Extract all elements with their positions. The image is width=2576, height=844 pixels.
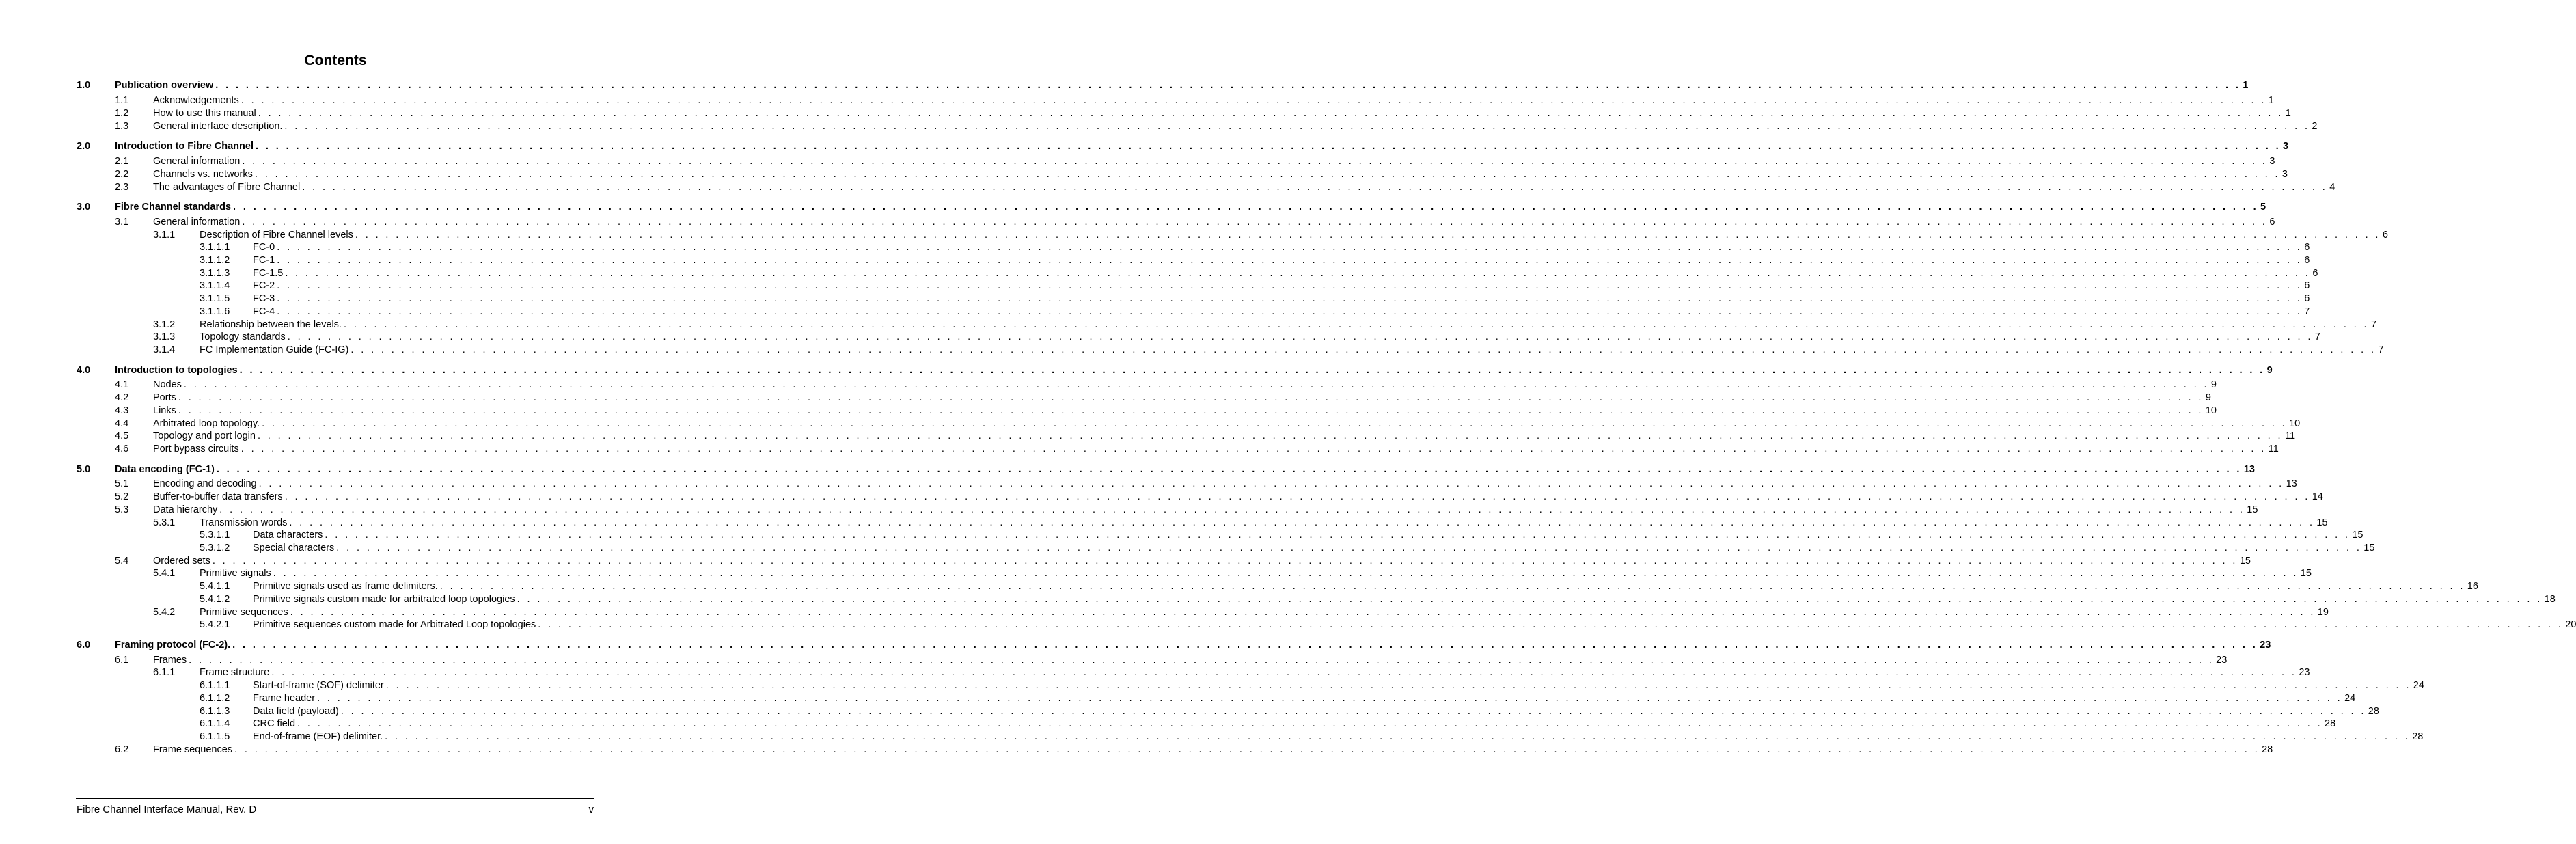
toc-entry-number: 6.2 bbox=[115, 744, 129, 755]
toc-entry[interactable] bbox=[0, 443, 2279, 455]
toc-entry-number: 6.0 bbox=[77, 640, 91, 651]
toc-entry-page: 11 bbox=[2284, 431, 2296, 441]
toc-entry[interactable] bbox=[0, 618, 2576, 631]
toc-dot-leader: . . . . . . . . . . . . . . . . . . . . . . . . . . . . . . . . . . . . . . . . . . . . . . . . . . . . . . . . . . . . . . . . . . . . . . . . . . . . . . . . . . . . . . . . . . . . . . . . . . . . . . . . . . . . . . . . . . . . . . . . . . . . . . . . . . . . . . . . . . . . . . . . . . . . . . . . . . . . . . . . . . . . . . . . . . . . . . . . . . . . . . . . . . . . . . . . . . . . . . . . bbox=[340, 706, 2366, 717]
toc-dot-leader: . . . . . . . . . . . . . . . . . . . . . . . . . . . . . . . . . . . . . . . . . . . . . . . . . . . . . . . . . . . . . . . . . . . . . . . . . . . . . . . . . . . . . . . . . . . . . . . . . . . . . . . . . . . . . . . . . . . . . . . . . . . . . . . . . . . . . . . . . . . . . . . . . . . . . . . . . . . . . . . . . . . . . . . . . . . . . . . . . . . . . . . . . . . . . . . . . . . . . . . . bbox=[241, 95, 2266, 106]
toc-entry-page: 15 bbox=[2239, 556, 2251, 567]
toc-entry-page: 28 bbox=[2412, 731, 2424, 742]
toc-entry-page: 6 bbox=[2382, 230, 2388, 241]
toc-dot-leader: . . . . . . . . . . . . . . . . . . . . . . . . . . . . . . . . . . . . . . . . . . . . . . . . . . . . . . . . . . . . . . . . . . . . . . . . . . . . . . . . . . . . . . . . . . . . . . . . . . . . . . . . . . . . . . . . . . . . . . . . . . . . . . . . . . . . . . . . . . . . . . . . . . . . . . . . . . . . . . . . . . . . . . . . . . . . . . . . . . . . . . . . . . . . . . . . . . . . . . . . bbox=[242, 156, 2268, 167]
toc-dot-leader: . . . . . . . . . . . . . . . . . . . . . . . . . . . . . . . . . . . . . . . . . . . . . . . . . . . . . . . . . . . . . . . . . . . . . . . . . . . . . . . . . . . . . . . . . . . . . . . . . . . . . . . . . . . . . . . . . . . . . . . . . . . . . . . . . . . . . . . . . . . . . . . . . . . . . . . . . . . . . . . . . . . . . . . . . . . . . . . . . . . . . . . . . . . . . . . . . . . . . . . . bbox=[189, 655, 2215, 666]
toc-dot-leader: . . . . . . . . . . . . . . . . . . . . . . . . . . . . . . . . . . . . . . . . . . . . . . . . . . . . . . . . . . . . . . . . . . . . . . . . . . . . . . . . . . . . . . . . . . . . . . . . . . . . . . . . . . . . . . . . . . . . . . . . . . . . . . . . . . . . . . . . . . . . . . . . . . . . . . . . . . . . . . . . . . . . . . . . . . . . . . . . . . . . . . . . . . . . . . . . . . . . . . . . bbox=[290, 607, 2316, 618]
toc-entry-title: Introduction to topologies bbox=[115, 365, 238, 376]
toc-entry-page: 14 bbox=[2312, 491, 2323, 502]
toc-entry-number: 5.3.1.1 bbox=[200, 530, 230, 541]
toc-entry-number: 5.4.2.1 bbox=[200, 619, 230, 630]
toc-entry-page: 6 bbox=[2304, 280, 2310, 291]
toc-entry-title: Introduction to Fibre Channel bbox=[115, 141, 254, 152]
toc-dot-leader: . . . . . . . . . . . . . . . . . . . . . . . . . . . . . . . . . . . . . . . . . . . . . . . . . . . . . . . . . . . . . . . . . . . . . . . . . . . . . . . . . . . . . . . . . . . . . . . . . . . . . . . . . . . . . . . . . . . . . . . . . . . . . . . . . . . . . . . . . . . . . . . . . . . . . . . . . . . . . . . . . . . . . . . . . . . . . . . . . . . . . . . . . . . . . . . . . . . . . . . . bbox=[178, 405, 2204, 416]
toc-entry-number: 1.0 bbox=[77, 80, 91, 91]
toc-dot-leader: . . . . . . . . . . . . . . . . . . . . . . . . . . . . . . . . . . . . . . . . . . . . . . . . . . . . . . . . . . . . . . . . . . . . . . . . . . . . . . . . . . . . . . . . . . . . . . . . . . . . . . . . . . . . . . . . . . . . . . . . . . . . . . . . . . . . . . . . . . . . . . . . . . . . . . . . . . . . . . . . . . . . . . . . . . . . . . . . . . . . . . . . . . . . . . . . . . . . . . . . bbox=[258, 478, 2284, 489]
toc-dot-leader: . . . . . . . . . . . . . . . . . . . . . . . . . . . . . . . . . . . . . . . . . . . . . . . . . . . . . . . . . . . . . . . . . . . . . . . . . . . . . . . . . . . . . . . . . . . . . . . . . . . . . . . . . . . . . . . . . . . . . . . . . . . . . . . . . . . . . . . . . . . . . . . . . . . . . . . . . . . . . . . . . . . . . . . . . . . . . . . . . . . . . . . . . . . . . . . . . . . . . . . . bbox=[317, 693, 2343, 704]
footer-divider bbox=[76, 798, 594, 799]
toc-entry-page: 4 bbox=[2329, 182, 2335, 193]
toc-dot-leader: . . . . . . . . . . . . . . . . . . . . . . . . . . . . . . . . . . . . . . . . . . . . . . . . . . . . . . . . . . . . . . . . . . . . . . . . . . . . . . . . . . . . . . . . . . . . . . . . . . . . . . . . . . . . . . . . . . . . . . . . . . . . . . . . . . . . . . . . . . . . . . . . . . . . . . . . . . . . . . . . . . . . . . . . . . . . . . . . . . . . . . . . . . . . . . . . . . . . . . . . bbox=[178, 392, 2204, 403]
toc-entry-title: FC-1.5 bbox=[253, 268, 284, 279]
toc-entry-page: 1 bbox=[2285, 108, 2291, 119]
toc-entry-page: 3 bbox=[2283, 141, 2289, 152]
toc-entry[interactable] bbox=[0, 517, 2328, 529]
toc-entry-number: 5.4 bbox=[115, 556, 129, 567]
toc-entry-title: Publication overview bbox=[115, 80, 214, 91]
toc-entry[interactable] bbox=[0, 280, 2310, 292]
toc-dot-leader: . . . . . . . . . . . . . . . . . . . . . . . . . . . . . . . . . . . . . . . . . . . . . . . . . . . . . . . . . . . . . . . . . . . . . . . . . . . . . . . . . . . . . . . . . . . . . . . . . . . . . . . . . . . . . . . . . . . . . . . . . . . . . . . . . . . . . . . . . . . . . . . . . . . . . . . . . . . . . . . . . . . . . . . . . . . . . . . . . . . . . . . . . . . . . . . . . . . . . . . . bbox=[538, 619, 2564, 630]
toc-entry-page: 9 bbox=[2266, 365, 2273, 376]
toc-dot-leader: . . . . . . . . . . . . . . . . . . . . . . . . . . . . . . . . . . . . . . . . . . . . . . . . . . . . . . . . . . . . . . . . . . . . . . . . . . . . . . . . . . . . . . . . . . . . . . . . . . . . . . . . . . . . . . . . . . . . . . . . . . . . . . . . . . . . . . . . . . . . . . . . . . . . . . . . . . . . . . . . . . . . . . . . . . . . . . . . . . . . . . . . . . . . . . . . . . . . . . . . bbox=[277, 255, 2303, 266]
toc-entry-page: 7 bbox=[2314, 331, 2320, 342]
toc-entry-number: 2.1 bbox=[115, 156, 129, 167]
toc-entry[interactable] bbox=[0, 392, 2211, 404]
toc-entry[interactable] bbox=[0, 430, 2296, 442]
toc-entry-number: 2.3 bbox=[115, 182, 129, 193]
toc-entry[interactable] bbox=[0, 292, 2310, 305]
toc-entry-number: 5.4.1.1 bbox=[200, 581, 230, 592]
toc-dot-leader: . . . . . . . . . . . . . . . . . . . . . . . . . . . . . . . . . . . . . . . . . . . . . . . . . . . . . . . . . . . . . . . . . . . . . . . . . . . . . . . . . . . . . . . . . . . . . . . . . . . . . . . . . . . . . . . . . . . . . . . . . . . . . . . . . . . . . . . . . . . . . . . . . . . . . . . . . . . . . . . . . . . . . . . . . . . . . . . . . . . . . . . . . . . . . . . . . . . . . . . . bbox=[351, 344, 2376, 355]
toc-entry[interactable] bbox=[0, 418, 2301, 430]
toc-entry-title: FC-3 bbox=[253, 293, 275, 304]
toc-entry[interactable] bbox=[0, 666, 2310, 679]
toc-entry-title: Arbitrated loop topology. bbox=[153, 418, 260, 429]
toc-entry-number: 5.1 bbox=[115, 478, 129, 489]
toc-entry[interactable] bbox=[0, 181, 2335, 193]
toc-entry-title: Primitive signals custom made for arbitrated loop topologies bbox=[253, 594, 515, 605]
toc-entry-title: General information bbox=[153, 156, 241, 167]
toc-entry-number: 6.1 bbox=[115, 655, 129, 666]
toc-entry-page: 28 bbox=[2368, 706, 2379, 717]
toc-entry-page: 7 bbox=[2304, 306, 2310, 317]
toc-entry-number: 4.1 bbox=[115, 379, 129, 390]
toc-entry[interactable] bbox=[0, 478, 2297, 490]
toc-entry[interactable] bbox=[0, 331, 2320, 343]
toc-entry-page: 7 bbox=[2370, 319, 2377, 330]
toc-entry-number: 4.2 bbox=[115, 392, 129, 403]
toc-entry-page: 6 bbox=[2304, 293, 2310, 304]
toc-entry-page: 2 bbox=[2312, 121, 2318, 132]
toc-entry-page: 3 bbox=[2269, 156, 2275, 167]
toc-dot-leader: . . . . . . . . . . . . . . . . . . . . . . . . . . . . . . . . . . . . . . . . . . . . . . . . . . . . . . . . . . . . . . . . . . . . . . . . . . . . . . . . . . . . . . . . . . . . . . . . . . . . . . . . . . . . . . . . . . . . . . . . . . . . . . . . . . . . . . . . . . . . . . . . . . . . . . . . . . . . . . . . . . . . . . . . . . . . . . . . . . . . . . . . . . . . . . . . . . . . . . . . bbox=[385, 731, 2411, 742]
footer-page-number: v bbox=[588, 804, 594, 815]
toc-entry-title: Frame sequences bbox=[153, 744, 233, 755]
toc-entry-number: 4.0 bbox=[77, 365, 91, 376]
toc-entry-title: Primitive signals bbox=[200, 568, 271, 579]
toc-dot-leader: . . . . . . . . . . . . . . . . . . . . . . . . . . . . . . . . . . . . . . . . . . . . . . . . . . . . . . . . . . . . . . . . . . . . . . . . . . . . . . . . . . . . . . . . . . . . . . . . . . . . . . . . . . . . . . . . . . . . . . . . . . . . . . . . . . . . . . . . . . . . . . . . . . . . . . . . . . . . . . . . . . . . . . . . . . . . . . . . . . . . . . . . . . . . . . . . . . . . . . . . bbox=[262, 418, 2288, 429]
toc-dot-leader: . . . . . . . . . . . . . . . . . . . . . . . . . . . . . . . . . . . . . . . . . . . . . . . . . . . . . . . . . . . . . . . . . . . . . . . . . . . . . . . . . . . . . . . . . . . . . . . . . . . . . . . . . . . . . . . . . . . . . . . . . . . . . . . . . . . . . . . . . . . . . . . . . . . . . . . . . . . . . . . . . . . . . . . . . . . . . . . . . . . . . . . . . . . . . . . . . . . . . . . . bbox=[289, 517, 2315, 528]
toc-entry-title: Frame header bbox=[253, 693, 316, 704]
toc-entry-number: 3.1.1.4 bbox=[200, 280, 230, 291]
toc-entry-page: 15 bbox=[2247, 504, 2258, 515]
toc-entry[interactable] bbox=[0, 718, 2336, 730]
toc-entry[interactable] bbox=[0, 744, 2273, 756]
toc-entry[interactable] bbox=[0, 679, 2424, 692]
toc-dot-leader: . . . . . . . . . . . . . . . . . . . . . . . . . . . . . . . . . . . . . . . . . . . . . . . . . . . . . . . . . . . . . . . . . . . . . . . . . . . . . . . . . . . . . . . . . . . . . . . . . . . . . . . . . . . . . . . . . . . . . . . . . . . . . . . . . . . . . . . . . . . . . . . . . . . . . . . . . . . . . . . . . . . . . . . . . . . . . . . . . . . . . . . . . . . . . . . . . . . . . . . . bbox=[336, 543, 2362, 554]
toc-entry-page: 24 bbox=[2344, 693, 2356, 704]
toc-entry[interactable] bbox=[0, 606, 2329, 618]
toc-entry[interactable] bbox=[0, 107, 2291, 120]
toc-entry-number: 1.2 bbox=[115, 108, 129, 119]
toc-dot-leader: . . . . . . . . . . . . . . . . . . . . . . . . . . . . . . . . . . . . . . . . . . . . . . . . . . . . . . . . . . . . . . . . . . . . . . . . . . . . . . . . . . . . . . . . . . . . . . . . . . . . . . . . . . . . . . . . . . . . . . . . . . . . . . . . . . . . . . . . . . . . . . . . . . . . . . . . . . . . . . . . . . . . . . . . . . . . . . . . . . . . . . . . . . . . . . . . . . . . . . . . bbox=[254, 169, 2280, 180]
toc-dot-leader: . . . . . . . . . . . . . . . . . . . . . . . . . . . . . . . . . . . . . . . . . . . . . . . . . . . . . . . . . . . . . . . . . . . . . . . . . . . . . . . . . . . . . . . . . . . . . . . . . . . . . . . . . . . . . . . . . . . . . . . . . . . . . . . . . . . . . . . . . . . . . . . . . . . . . . . . . . . . . . . . . . . . . . . . . . . . . . . . . . . . . . . . . . . . . . . . . . . . . . . . bbox=[256, 141, 2281, 152]
toc-entry-title: The advantages of Fibre Channel bbox=[153, 182, 301, 193]
toc-dot-leader: . . . . . . . . . . . . . . . . . . . . . . . . . . . . . . . . . . . . . . . . . . . . . . . . . . . . . . . . . . . . . . . . . . . . . . . . . . . . . . . . . . . . . . . . . . . . . . . . . . . . . . . . . . . . . . . . . . . . . . . . . . . . . . . . . . . . . . . . . . . . . . . . . . . . . . . . . . . . . . . . . . . . . . . . . . . . . . . . . . . . . . . . . . . . . . . . . . . . . . . . bbox=[325, 530, 2351, 541]
toc-entry-page: 28 bbox=[2262, 744, 2273, 755]
toc-entry-title: General information bbox=[153, 217, 241, 228]
toc-entry[interactable] bbox=[0, 140, 2289, 152]
toc-entry[interactable] bbox=[0, 120, 2318, 133]
toc-entry-number: 5.2 bbox=[115, 491, 129, 502]
toc-entry-page: 20 bbox=[2565, 619, 2576, 630]
toc-entry[interactable] bbox=[0, 364, 2273, 377]
toc-dot-leader: . . . . . . . . . . . . . . . . . . . . . . . . . . . . . . . . . . . . . . . . . . . . . . . . . . . . . . . . . . . . . . . . . . . . . . . . . . . . . . . . . . . . . . . . . . . . . . . . . . . . . . . . . . . . . . . . . . . . . . . . . . . . . . . . . . . . . . . . . . . . . . . . . . . . . . . . . . . . . . . . . . . . . . . . . . . . . . . . . . . . . . . . . . . . . . . . . . . . . . . . bbox=[343, 319, 2369, 330]
toc-entry-number: 5.3.1.2 bbox=[200, 543, 230, 554]
toc-entry-title: Transmission words bbox=[200, 517, 288, 528]
toc-entry-page: 15 bbox=[2316, 517, 2328, 528]
toc-dot-leader: . . . . . . . . . . . . . . . . . . . . . . . . . . . . . . . . . . . . . . . . . . . . . . . . . . . . . . . . . . . . . . . . . . . . . . . . . . . . . . . . . . . . . . . . . . . . . . . . . . . . . . . . . . . . . . . . . . . . . . . . . . . . . . . . . . . . . . . . . . . . . . . . . . . . . . . . . . . . . . . . . . . . . . . . . . . . . . . . . . . . . . . . . . . . . . . . . . . . . . . . bbox=[285, 268, 2311, 279]
toc-entry-number: 6.1.1.1 bbox=[200, 680, 230, 691]
toc-entry[interactable] bbox=[0, 529, 2363, 541]
toc-entry-title: CRC field bbox=[253, 718, 296, 729]
toc-dot-leader: . . . . . . . . . . . . . . . . . . . . . . . . . . . . . . . . . . . . . . . . . . . . . . . . . . . . . . . . . . . . . . . . . . . . . . . . . . . . . . . . . . . . . . . . . . . . . . . . . . . . . . . . . . . . . . . . . . . . . . . . . . . . . . . . . . . . . . . . . . . . . . . . . . . . . . . . . . . . . . . . . . . . . . . . . . . . . . . . . . . . . . . . . . . . . . . . . . . . . . . . bbox=[233, 202, 2259, 213]
toc-entry[interactable] bbox=[0, 94, 2274, 107]
toc-entry-number: 3.1.1.6 bbox=[200, 306, 230, 317]
toc-dot-leader: . . . . . . . . . . . . . . . . . . . . . . . . . . . . . . . . . . . . . . . . . . . . . . . . . . . . . . . . . . . . . . . . . . . . . . . . . . . . . . . . . . . . . . . . . . . . . . . . . . . . . . . . . . . . . . . . . . . . . . . . . . . . . . . . . . . . . . . . . . . . . . . . . . . . . . . . . . . . . . . . . . . . . . . . . . . . . . . . . . . . . . . . . . . . . . . . . . . . . . . . bbox=[439, 581, 2465, 592]
toc-entry-number: 3.1.2 bbox=[153, 319, 176, 330]
toc-entry[interactable] bbox=[0, 79, 2249, 92]
toc-dot-leader: . . . . . . . . . . . . . . . . . . . . . . . . . . . . . . . . . . . . . . . . . . . . . . . . . . . . . . . . . . . . . . . . . . . . . . . . . . . . . . . . . . . . . . . . . . . . . . . . . . . . . . . . . . . . . . . . . . . . . . . . . . . . . . . . . . . . . . . . . . . . . . . . . . . . . . . . . . . . . . . . . . . . . . . . . . . . . . . . . . . . . . . . . . . . . . . . . . . . . . . . bbox=[287, 331, 2313, 342]
toc-entry-number: 5.4.1.2 bbox=[200, 594, 230, 605]
toc-entry-title: Topology standards bbox=[200, 331, 286, 342]
toc-dot-leader: . . . . . . . . . . . . . . . . . . . . . . . . . . . . . . . . . . . . . . . . . . . . . . . . . . . . . . . . . . . . . . . . . . . . . . . . . . . . . . . . . . . . . . . . . . . . . . . . . . . . . . . . . . . . . . . . . . . . . . . . . . . . . . . . . . . . . . . . . . . . . . . . . . . . . . . . . . . . . . . . . . . . . . . . . . . . . . . . . . . . . . . . . . . . . . . . . . . . . . . . bbox=[297, 718, 2323, 729]
toc-entry[interactable] bbox=[0, 241, 2310, 254]
toc-entry-title: Channels vs. networks bbox=[153, 169, 253, 180]
toc-dot-leader: . . . . . . . . . . . . . . . . . . . . . . . . . . . . . . . . . . . . . . . . . . . . . . . . . . . . . . . . . . . . . . . . . . . . . . . . . . . . . . . . . . . . . . . . . . . . . . . . . . . . . . . . . . . . . . . . . . . . . . . . . . . . . . . . . . . . . . . . . . . . . . . . . . . . . . . . . . . . . . . . . . . . . . . . . . . . . . . . . . . . . . . . . . . . . . . . . . . . . . . . bbox=[284, 121, 2310, 132]
toc-entry-title: Acknowledgements bbox=[153, 95, 239, 106]
toc-entry[interactable] bbox=[0, 229, 2388, 241]
toc-entry-number: 6.1.1.3 bbox=[200, 706, 230, 717]
toc-dot-leader: . . . . . . . . . . . . . . . . . . . . . . . . . . . . . . . . . . . . . . . . . . . . . . . . . . . . . . . . . . . . . . . . . . . . . . . . . . . . . . . . . . . . . . . . . . . . . . . . . . . . . . . . . . . . . . . . . . . . . . . . . . . . . . . . . . . . . . . . . . . . . . . . . . . . . . . . . . . . . . . . . . . . . . . . . . . . . . . . . . . . . . . . . . . . . . . . . . . . . . . . bbox=[212, 556, 2238, 567]
toc-entry-title: FC-0 bbox=[253, 242, 275, 253]
toc-entry-page: 10 bbox=[2289, 418, 2301, 429]
toc-entry-title: Data hierarchy bbox=[153, 504, 218, 515]
toc-entry-number: 6.1.1.5 bbox=[200, 731, 230, 742]
footer-document-title: Fibre Channel Interface Manual, Rev. D bbox=[77, 804, 257, 815]
toc-entry-number: 2.0 bbox=[77, 141, 91, 152]
toc-entry[interactable] bbox=[0, 379, 2217, 391]
toc-entry[interactable] bbox=[0, 731, 2424, 743]
page-title: Contents bbox=[304, 53, 367, 68]
toc-entry-title: Data field (payload) bbox=[253, 706, 339, 717]
toc-entry-title: FC-4 bbox=[253, 306, 275, 317]
toc-entry-number: 3.1.4 bbox=[153, 344, 176, 355]
toc-dot-leader: . . . . . . . . . . . . . . . . . . . . . . . . . . . . . . . . . . . . . . . . . . . . . . . . . . . . . . . . . . . . . . . . . . . . . . . . . . . . . . . . . . . . . . . . . . . . . . . . . . . . . . . . . . . . . . . . . . . . . . . . . . . . . . . . . . . . . . . . . . . . . . . . . . . . . . . . . . . . . . . . . . . . . . . . . . . . . . . . . . . . . . . . . . . . . . . . . . . . . . . . bbox=[277, 242, 2303, 253]
toc-entry-title: Primitive signals used as frame delimiters. bbox=[253, 581, 438, 592]
toc-entry-title: Fibre Channel standards bbox=[115, 202, 232, 213]
toc-dot-leader: . . . . . . . . . . . . . . . . . . . . . . . . . . . . . . . . . . . . . . . . . . . . . . . . . . . . . . . . . . . . . . . . . . . . . . . . . . . . . . . . . . . . . . . . . . . . . . . . . . . . . . . . . . . . . . . . . . . . . . . . . . . . . . . . . . . . . . . . . . . . . . . . . . . . . . . . . . . . . . . . . . . . . . . . . . . . . . . . . . . . . . . . . . . . . . . . . . . . . . . . bbox=[271, 667, 2297, 678]
toc-entry-title: General interface description. bbox=[153, 121, 283, 132]
toc-entry-title: How to use this manual bbox=[153, 108, 256, 119]
toc-entry[interactable] bbox=[0, 305, 2310, 318]
toc-entry[interactable] bbox=[0, 567, 2312, 580]
toc-dot-leader: . . . . . . . . . . . . . . . . . . . . . . . . . . . . . . . . . . . . . . . . . . . . . . . . . . . . . . . . . . . . . . . . . . . . . . . . . . . . . . . . . . . . . . . . . . . . . . . . . . . . . . . . . . . . . . . . . . . . . . . . . . . . . . . . . . . . . . . . . . . . . . . . . . . . . . . . . . . . . . . . . . . . . . . . . . . . . . . . . . . . . . . . . . . . . . . . . . . . . . . . bbox=[239, 365, 2265, 376]
toc-entry-title: Start-of-frame (SOF) delimiter bbox=[253, 680, 384, 691]
toc-entry-title: Primitive sequences custom made for Arbitrated Loop topologies bbox=[253, 619, 536, 630]
toc-entry[interactable] bbox=[0, 405, 2217, 417]
toc-dot-leader: . . . . . . . . . . . . . . . . . . . . . . . . . . . . . . . . . . . . . . . . . . . . . . . . . . . . . . . . . . . . . . . . . . . . . . . . . . . . . . . . . . . . . . . . . . . . . . . . . . . . . . . . . . . . . . . . . . . . . . . . . . . . . . . . . . . . . . . . . . . . . . . . . . . . . . . . . . . . . . . . . . . . . . . . . . . . . . . . . . . . . . . . . . . . . . . . . . . . . . . . bbox=[277, 280, 2303, 291]
toc-dot-leader: . . . . . . . . . . . . . . . . . . . . . . . . . . . . . . . . . . . . . . . . . . . . . . . . . . . . . . . . . . . . . . . . . . . . . . . . . . . . . . . . . . . . . . . . . . . . . . . . . . . . . . . . . . . . . . . . . . . . . . . . . . . . . . . . . . . . . . . . . . . . . . . . . . . . . . . . . . . . . . . . . . . . . . . . . . . . . . . . . . . . . . . . . . . . . . . . . . . . . . . . bbox=[232, 640, 2258, 651]
toc-entry[interactable] bbox=[0, 168, 2288, 180]
toc-dot-leader: . . . . . . . . . . . . . . . . . . . . . . . . . . . . . . . . . . . . . . . . . . . . . . . . . . . . . . . . . . . . . . . . . . . . . . . . . . . . . . . . . . . . . . . . . . . . . . . . . . . . . . . . . . . . . . . . . . . . . . . . . . . . . . . . . . . . . . . . . . . . . . . . . . . . . . . . . . . . . . . . . . . . . . . . . . . . . . . . . . . . . . . . . . . . . . . . . . . . . . . . bbox=[183, 379, 2209, 390]
toc-entry-number: 1.1 bbox=[115, 95, 129, 106]
toc-entry[interactable] bbox=[0, 542, 2375, 554]
toc-entry[interactable] bbox=[0, 639, 2271, 651]
toc-entry-page: 24 bbox=[2413, 680, 2424, 691]
toc-entry-number: 6.1.1 bbox=[153, 667, 176, 678]
toc-dot-leader: . . . . . . . . . . . . . . . . . . . . . . . . . . . . . . . . . . . . . . . . . . . . . . . . . . . . . . . . . . . . . . . . . . . . . . . . . . . . . . . . . . . . . . . . . . . . . . . . . . . . . . . . . . . . . . . . . . . . . . . . . . . . . . . . . . . . . . . . . . . . . . . . . . . . . . . . . . . . . . . . . . . . . . . . . . . . . . . . . . . . . . . . . . . . . . . . . . . . . . . . bbox=[216, 464, 2242, 475]
toc-entry-title: Ordered sets bbox=[153, 556, 210, 567]
toc-dot-leader: . . . . . . . . . . . . . . . . . . . . . . . . . . . . . . . . . . . . . . . . . . . . . . . . . . . . . . . . . . . . . . . . . . . . . . . . . . . . . . . . . . . . . . . . . . . . . . . . . . . . . . . . . . . . . . . . . . . . . . . . . . . . . . . . . . . . . . . . . . . . . . . . . . . . . . . . . . . . . . . . . . . . . . . . . . . . . . . . . . . . . . . . . . . . . . . . . . . . . . . . bbox=[241, 444, 2266, 454]
toc-dot-leader: . . . . . . . . . . . . . . . . . . . . . . . . . . . . . . . . . . . . . . . . . . . . . . . . . . . . . . . . . . . . . . . . . . . . . . . . . . . . . . . . . . . . . . . . . . . . . . . . . . . . . . . . . . . . . . . . . . . . . . . . . . . . . . . . . . . . . . . . . . . . . . . . . . . . . . . . . . . . . . . . . . . . . . . . . . . . . . . . . . . . . . . . . . . . . . . . . . . . . . . . bbox=[277, 293, 2303, 304]
toc-entry-title: Primitive sequences bbox=[200, 607, 288, 618]
toc-entry-page: 6 bbox=[2312, 268, 2318, 279]
toc-entry[interactable] bbox=[0, 580, 2478, 593]
toc-entry-number: 3.1.3 bbox=[153, 331, 176, 342]
toc-dot-leader: . . . . . . . . . . . . . . . . . . . . . . . . . . . . . . . . . . . . . . . . . . . . . . . . . . . . . . . . . . . . . . . . . . . . . . . . . . . . . . . . . . . . . . . . . . . . . . . . . . . . . . . . . . . . . . . . . . . . . . . . . . . . . . . . . . . . . . . . . . . . . . . . . . . . . . . . . . . . . . . . . . . . . . . . . . . . . . . . . . . . . . . . . . . . . . . . . . . . . . . . bbox=[234, 744, 2260, 755]
toc-entry-page: 18 bbox=[2544, 594, 2556, 605]
toc-entry-page: 23 bbox=[2299, 667, 2310, 678]
toc-entry-title: Buffer-to-buffer data transfers bbox=[153, 491, 283, 502]
toc-dot-leader: . . . . . . . . . . . . . . . . . . . . . . . . . . . . . . . . . . . . . . . . . . . . . . . . . . . . . . . . . . . . . . . . . . . . . . . . . . . . . . . . . . . . . . . . . . . . . . . . . . . . . . . . . . . . . . . . . . . . . . . . . . . . . . . . . . . . . . . . . . . . . . . . . . . . . . . . . . . . . . . . . . . . . . . . . . . . . . . . . . . . . . . . . . . . . . . . . . . . . . . . bbox=[257, 431, 2283, 441]
toc-entry-number: 5.0 bbox=[77, 464, 91, 475]
toc-entry[interactable] bbox=[0, 463, 2255, 476]
toc-entry-title: End-of-frame (EOF) delimiter. bbox=[253, 731, 383, 742]
toc-entry[interactable] bbox=[0, 344, 2384, 356]
toc-entry[interactable] bbox=[0, 318, 2377, 331]
toc-dot-leader: . . . . . . . . . . . . . . . . . . . . . . . . . . . . . . . . . . . . . . . . . . . . . . . . . . . . . . . . . . . . . . . . . . . . . . . . . . . . . . . . . . . . . . . . . . . . . . . . . . . . . . . . . . . . . . . . . . . . . . . . . . . . . . . . . . . . . . . . . . . . . . . . . . . . . . . . . . . . . . . . . . . . . . . . . . . . . . . . . . . . . . . . . . . . . . . . . . . . . . . . bbox=[219, 504, 2245, 515]
toc-entry-number: 4.3 bbox=[115, 405, 129, 416]
toc-entry-page: 13 bbox=[2286, 478, 2297, 489]
toc-entry-title: Topology and port login bbox=[153, 431, 256, 441]
toc-entry[interactable] bbox=[0, 254, 2310, 267]
toc-entry-number: 5.3.1 bbox=[153, 517, 176, 528]
toc-entry[interactable] bbox=[0, 155, 2275, 167]
toc-entry-number: 5.4.1 bbox=[153, 568, 176, 579]
toc-entry-title: FC-2 bbox=[253, 280, 275, 291]
toc-dot-leader: . . . . . . . . . . . . . . . . . . . . . . . . . . . . . . . . . . . . . . . . . . . . . . . . . . . . . . . . . . . . . . . . . . . . . . . . . . . . . . . . . . . . . . . . . . . . . . . . . . . . . . . . . . . . . . . . . . . . . . . . . . . . . . . . . . . . . . . . . . . . . . . . . . . . . . . . . . . . . . . . . . . . . . . . . . . . . . . . . . . . . . . . . . . . . . . . . . . . . . . . bbox=[273, 568, 2299, 579]
toc-entry-title: Nodes bbox=[153, 379, 182, 390]
toc-entry-page: 19 bbox=[2317, 607, 2329, 618]
toc-entry-title: FC-1 bbox=[253, 255, 275, 266]
toc-entry-number: 4.6 bbox=[115, 444, 129, 454]
toc-entry-page: 6 bbox=[2269, 217, 2275, 228]
toc-entry-number: 6.1.1.2 bbox=[200, 693, 230, 704]
toc-entry-title: Data characters bbox=[253, 530, 323, 541]
toc-entry-page: 15 bbox=[2300, 568, 2312, 579]
toc-entry-page: 1 bbox=[2243, 80, 2249, 91]
toc-entry-page: 15 bbox=[2352, 530, 2363, 541]
toc-entry-title: Relationship between the levels. bbox=[200, 319, 342, 330]
toc-entry-number: 5.4.2 bbox=[153, 607, 176, 618]
toc-entry-title: Encoding and decoding bbox=[153, 478, 257, 489]
toc-entry[interactable] bbox=[0, 654, 2228, 666]
toc-entry-number: 3.1 bbox=[115, 217, 129, 228]
toc-entry-page: 9 bbox=[2205, 392, 2211, 403]
toc-entry[interactable] bbox=[0, 491, 2323, 503]
toc-entry-title: Links bbox=[153, 405, 176, 416]
toc-entry-page: 7 bbox=[2378, 344, 2384, 355]
toc-entry[interactable] bbox=[0, 267, 2318, 280]
toc-entry[interactable] bbox=[0, 504, 2258, 516]
toc-entry-page: 3 bbox=[2282, 169, 2288, 180]
toc-dot-leader: . . . . . . . . . . . . . . . . . . . . . . . . . . . . . . . . . . . . . . . . . . . . . . . . . . . . . . . . . . . . . . . . . . . . . . . . . . . . . . . . . . . . . . . . . . . . . . . . . . . . . . . . . . . . . . . . . . . . . . . . . . . . . . . . . . . . . . . . . . . . . . . . . . . . . . . . . . . . . . . . . . . . . . . . . . . . . . . . . . . . . . . . . . . . . . . . . . . . . . . . bbox=[355, 230, 2381, 241]
toc-entry-page: 6 bbox=[2304, 255, 2310, 266]
toc-entry-number: 4.4 bbox=[115, 418, 129, 429]
toc-entry-title: Data encoding (FC-1) bbox=[115, 464, 215, 475]
toc-entry-title: Frames bbox=[153, 655, 187, 666]
toc-entry-title: Frame structure bbox=[200, 667, 270, 678]
toc-entry-title: Special characters bbox=[253, 543, 335, 554]
toc-entry-page: 6 bbox=[2304, 242, 2310, 253]
toc-entry-number: 5.3 bbox=[115, 504, 129, 515]
toc-entry-page: 5 bbox=[2260, 202, 2266, 213]
toc-entry-number: 3.1.1.2 bbox=[200, 255, 230, 266]
toc-entry-page: 9 bbox=[2210, 379, 2217, 390]
toc-entry-title: FC Implementation Guide (FC-IG) bbox=[200, 344, 349, 355]
toc-entry[interactable] bbox=[0, 692, 2356, 705]
toc-entry[interactable] bbox=[0, 705, 2379, 718]
toc-entry-number: 3.0 bbox=[77, 202, 91, 213]
toc-entry-page: 11 bbox=[2268, 444, 2279, 454]
toc-dot-leader: . . . . . . . . . . . . . . . . . . . . . . . . . . . . . . . . . . . . . . . . . . . . . . . . . . . . . . . . . . . . . . . . . . . . . . . . . . . . . . . . . . . . . . . . . . . . . . . . . . . . . . . . . . . . . . . . . . . . . . . . . . . . . . . . . . . . . . . . . . . . . . . . . . . . . . . . . . . . . . . . . . . . . . . . . . . . . . . . . . . . . . . . . . . . . . . . . . . . . . . . bbox=[242, 217, 2268, 228]
toc-entry-title: Description of Fibre Channel levels bbox=[200, 230, 353, 241]
toc-entry-title: Ports bbox=[153, 392, 176, 403]
toc-entry[interactable] bbox=[0, 555, 2251, 567]
toc-entry-title: Framing protocol (FC-2). bbox=[115, 640, 231, 651]
toc-dot-leader: . . . . . . . . . . . . . . . . . . . . . . . . . . . . . . . . . . . . . . . . . . . . . . . . . . . . . . . . . . . . . . . . . . . . . . . . . . . . . . . . . . . . . . . . . . . . . . . . . . . . . . . . . . . . . . . . . . . . . . . . . . . . . . . . . . . . . . . . . . . . . . . . . . . . . . . . . . . . . . . . . . . . . . . . . . . . . . . . . . . . . . . . . . . . . . . . . . . . . . . . bbox=[277, 306, 2303, 317]
toc-entry-number: 4.5 bbox=[115, 431, 129, 441]
toc-entry[interactable] bbox=[0, 593, 2556, 605]
toc-dot-leader: . . . . . . . . . . . . . . . . . . . . . . . . . . . . . . . . . . . . . . . . . . . . . . . . . . . . . . . . . . . . . . . . . . . . . . . . . . . . . . . . . . . . . . . . . . . . . . . . . . . . . . . . . . . . . . . . . . . . . . . . . . . . . . . . . . . . . . . . . . . . . . . . . . . . . . . . . . . . . . . . . . . . . . . . . . . . . . . . . . . . . . . . . . . . . . . . . . . . . . . . bbox=[258, 108, 2284, 119]
toc-entry-page: 16 bbox=[2467, 581, 2478, 592]
toc-entry-page: 13 bbox=[2243, 464, 2255, 475]
toc-dot-leader: . . . . . . . . . . . . . . . . . . . . . . . . . . . . . . . . . . . . . . . . . . . . . . . . . . . . . . . . . . . . . . . . . . . . . . . . . . . . . . . . . . . . . . . . . . . . . . . . . . . . . . . . . . . . . . . . . . . . . . . . . . . . . . . . . . . . . . . . . . . . . . . . . . . . . . . . . . . . . . . . . . . . . . . . . . . . . . . . . . . . . . . . . . . . . . . . . . . . . . . . bbox=[302, 182, 2328, 193]
toc-entry-number: 3.1.1.3 bbox=[200, 268, 230, 279]
toc-entry-page: 10 bbox=[2205, 405, 2217, 416]
toc-entry-number: 6.1.1.4 bbox=[200, 718, 230, 729]
toc-dot-leader: . . . . . . . . . . . . . . . . . . . . . . . . . . . . . . . . . . . . . . . . . . . . . . . . . . . . . . . . . . . . . . . . . . . . . . . . . . . . . . . . . . . . . . . . . . . . . . . . . . . . . . . . . . . . . . . . . . . . . . . . . . . . . . . . . . . . . . . . . . . . . . . . . . . . . . . . . . . . . . . . . . . . . . . . . . . . . . . . . . . . . . . . . . . . . . . . . . . . . . . . bbox=[517, 594, 2543, 605]
toc-entry-page: 1 bbox=[2268, 95, 2274, 106]
toc-entry-number: 3.1.1.5 bbox=[200, 293, 230, 304]
toc-entry-title: Port bypass circuits bbox=[153, 444, 239, 454]
toc-entry-number: 1.3 bbox=[115, 121, 129, 132]
toc-entry-number: 2.2 bbox=[115, 169, 129, 180]
toc-entry[interactable] bbox=[0, 216, 2275, 228]
toc-entry-page: 28 bbox=[2325, 718, 2336, 729]
toc-entry[interactable] bbox=[0, 201, 2266, 213]
toc-dot-leader: . . . . . . . . . . . . . . . . . . . . . . . . . . . . . . . . . . . . . . . . . . . . . . . . . . . . . . . . . . . . . . . . . . . . . . . . . . . . . . . . . . . . . . . . . . . . . . . . . . . . . . . . . . . . . . . . . . . . . . . . . . . . . . . . . . . . . . . . . . . . . . . . . . . . . . . . . . . . . . . . . . . . . . . . . . . . . . . . . . . . . . . . . . . . . . . . . . . . . . . . bbox=[385, 680, 2411, 691]
toc-entry-page: 23 bbox=[2260, 640, 2271, 651]
toc-entry-page: 15 bbox=[2363, 543, 2375, 554]
toc-dot-leader: . . . . . . . . . . . . . . . . . . . . . . . . . . . . . . . . . . . . . . . . . . . . . . . . . . . . . . . . . . . . . . . . . . . . . . . . . . . . . . . . . . . . . . . . . . . . . . . . . . . . . . . . . . . . . . . . . . . . . . . . . . . . . . . . . . . . . . . . . . . . . . . . . . . . . . . . . . . . . . . . . . . . . . . . . . . . . . . . . . . . . . . . . . . . . . . . . . . . . . . . bbox=[215, 80, 2241, 91]
toc-entry-page: 23 bbox=[2216, 655, 2228, 666]
toc-entry-number: 3.1.1 bbox=[153, 230, 176, 241]
toc-entry-number: 3.1.1.1 bbox=[200, 242, 230, 253]
toc-dot-leader: . . . . . . . . . . . . . . . . . . . . . . . . . . . . . . . . . . . . . . . . . . . . . . . . . . . . . . . . . . . . . . . . . . . . . . . . . . . . . . . . . . . . . . . . . . . . . . . . . . . . . . . . . . . . . . . . . . . . . . . . . . . . . . . . . . . . . . . . . . . . . . . . . . . . . . . . . . . . . . . . . . . . . . . . . . . . . . . . . . . . . . . . . . . . . . . . . . . . . . . . bbox=[284, 491, 2310, 502]
